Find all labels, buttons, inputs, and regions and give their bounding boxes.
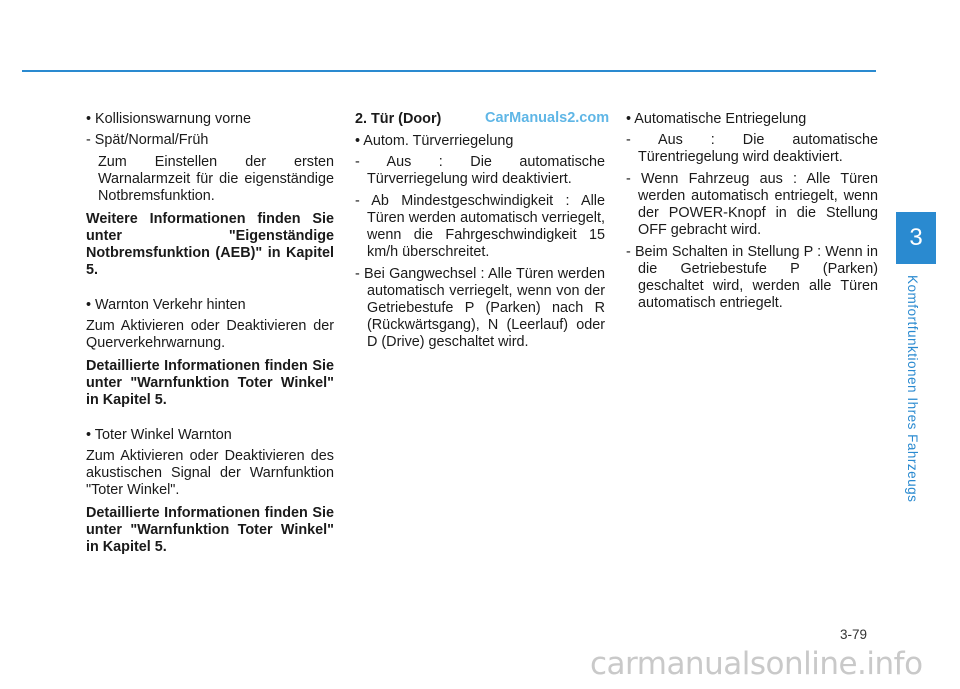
chapter-title: Komfortfunktionen Ihres Fahrzeugs xyxy=(905,275,920,503)
chapter-tab: 3 xyxy=(896,212,936,264)
watermark-bottom: carmanualsonline.info xyxy=(590,646,923,682)
bullet-blind-spot-sound: • Toter Winkel Warnton xyxy=(86,427,232,443)
header-rule xyxy=(22,70,876,72)
auto-lock-speed: - Ab Mindestgeschwindigkeit : Alle Türen werden automatisch verriegelt, wenn die Fahrgeschwindigkeit 15 km/h überschreitet. xyxy=(355,193,605,260)
auto-lock-off: - Aus : Die automatische Türverriegelung wird deaktiviert. xyxy=(355,154,605,187)
info-aeb: Weitere Informationen finden Sie unter "Eigenständige Notbremsfunktion (AEB)" in Kapitel 5. xyxy=(86,211,334,278)
timing-description: Zum Einstellen der ersten Warnalarmzeit für die eigenständige Notbremsfunktion. xyxy=(98,154,334,204)
bullet-rear-traffic: • Warnton Verkehr hinten xyxy=(86,297,246,313)
bullet-auto-unlock: • Automatische Entriegelung xyxy=(626,111,807,127)
bullet-auto-lock: • Autom. Türverriegelung xyxy=(355,133,514,149)
column-left xyxy=(86,111,334,562)
page-number: 3-79 xyxy=(840,627,868,642)
auto-lock-shift: - Bei Gangwechsel : Alle Türen werden automatisch verriegelt, wenn von der Getriebestufe P (Parken) nach R (Rückwärtsgang), N (Leerlauf) oder D (Drive) geschaltet wird. xyxy=(355,266,605,350)
section-heading-door: 2. Tür (Door) xyxy=(355,111,442,127)
blind-spot-sound-description: Zum Aktivieren oder Deaktivieren des akustischen Signal der Warnfunktion "Toter Winkel". xyxy=(86,448,334,498)
dash-timing: - Spät/Normal/Früh xyxy=(86,132,209,148)
auto-unlock-vehicle-off: - Wenn Fahrzeug aus : Alle Türen werden automatisch entriegelt, wenn der POWER-Knopf in die Stellung OFF gebracht wird. xyxy=(626,171,878,238)
info-blind-spot-1: Detaillierte Informationen finden Sie unter "Warnfunktion Toter Winkel" in Kapitel 5. xyxy=(86,358,334,408)
column-middle xyxy=(355,111,605,356)
column-right xyxy=(626,111,878,317)
auto-unlock-park: - Beim Schalten in Stellung P : Wenn in die Getriebestufe P (Parken) geschaltet wird, werden alle Türen automatisch entriegelt. xyxy=(626,244,878,311)
bullet-collision-warning: • Kollisionswarnung vorne xyxy=(86,111,252,127)
rear-traffic-description: Zum Aktivieren oder Deaktivieren der Querverkehrwarnung. xyxy=(86,318,334,351)
watermark-top: CarManuals2.com xyxy=(485,110,610,126)
info-blind-spot-2: Detaillierte Informationen finden Sie unter "Warnfunktion Toter Winkel" in Kapitel 5. xyxy=(86,505,334,555)
auto-unlock-off: - Aus : Die automatische Türentriegelung wird deaktiviert. xyxy=(626,132,878,165)
